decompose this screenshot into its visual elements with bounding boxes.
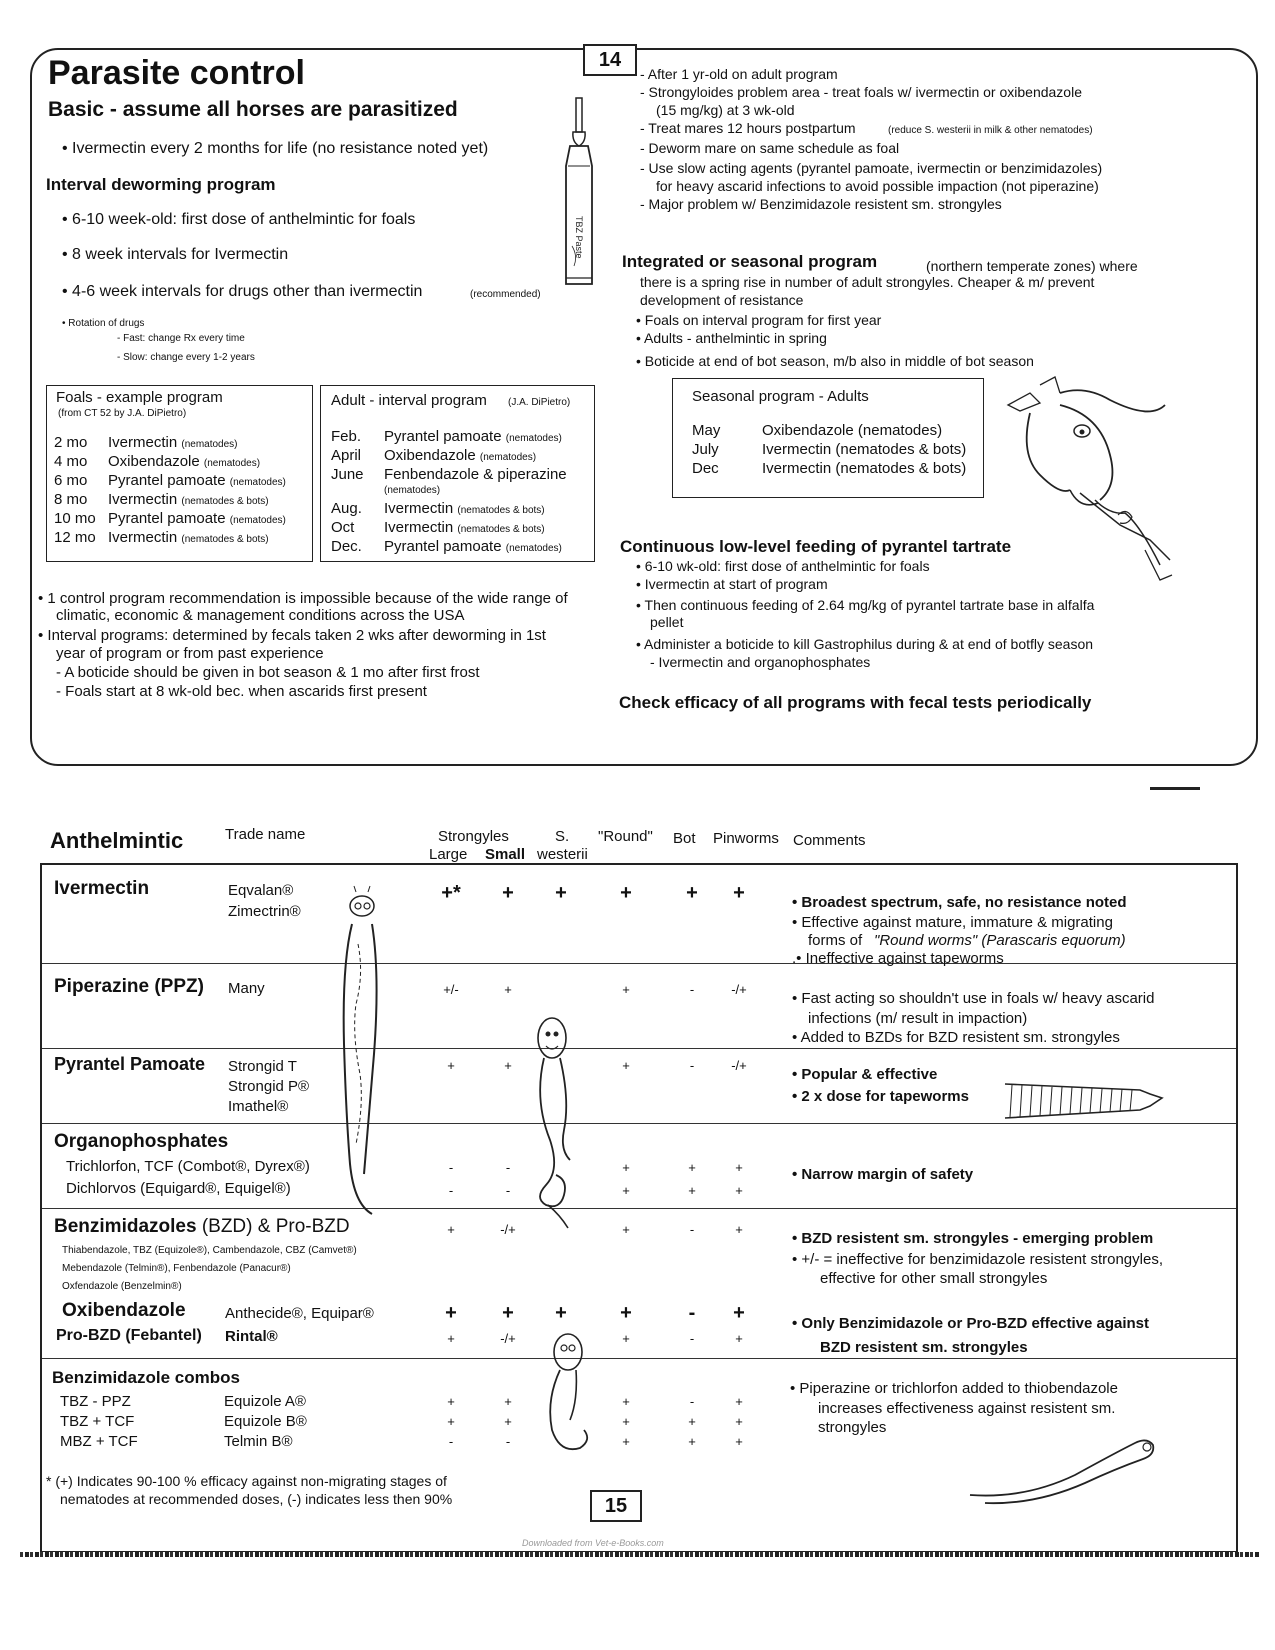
note-line: - Foals start at 8 wk-old bec. when ascarids first present	[56, 683, 427, 700]
comment: .• Ineffective against tapeworms	[792, 950, 1004, 967]
check-efficacy: Check efficacy of all programs with fecal tests periodically	[619, 693, 1092, 712]
foals-age: 4 mo	[54, 453, 88, 470]
efficacy-symbol: +	[735, 1331, 743, 1346]
efficacy-symbol: +	[447, 1394, 455, 1409]
drug-bzd-combos: Benzimidazole combos	[52, 1368, 240, 1387]
foals-age: 10 mo	[54, 510, 96, 527]
bzd-name: Benzimidazoles	[54, 1216, 197, 1237]
right-item: - Use slow acting agents (pyrantel pamoate, ivermectin or benzimidazoles)	[640, 160, 1103, 176]
header-comments: Comments	[793, 832, 866, 849]
continuous-heading: Continuous low-level feeding of pyrantel tartrate	[620, 537, 1012, 556]
efficacy-symbol: -	[689, 1331, 695, 1346]
trade-name: Rintal®	[225, 1328, 278, 1345]
continuous-line: • Ivermectin at start of program	[636, 576, 828, 592]
right-item: - Deworm mare on same schedule as foal	[640, 140, 900, 156]
adult-drug-name: Oxibendazole	[384, 447, 476, 464]
organo-dichlorvos: Dichlorvos (Equigard®, Equigel®)	[66, 1180, 291, 1197]
seasonal-drug: Ivermectin (nematodes & bots)	[762, 441, 967, 458]
efficacy-symbol: +	[504, 1414, 512, 1429]
drug-piperazine: Piperazine (PPZ)	[54, 976, 204, 997]
combo-label: TBZ + TCF	[60, 1413, 135, 1430]
comment: • Only Benzimidazole or Pro-BZD effective against	[792, 1315, 1149, 1332]
comment: infections (m/ result in impaction)	[808, 1010, 1028, 1027]
efficacy-symbol: +	[504, 1058, 512, 1073]
right-item: (15 mg/kg) at 3 wk-old	[656, 102, 795, 118]
bzd-sub: Thiabendazole, TBZ (Equizole®), Cambendazole, CBZ (Camvet®)	[62, 1245, 357, 1256]
interval-item: • 6-10 week-old: first dose of anthelmintic for foals	[62, 211, 416, 228]
comment: • Narrow margin of safety	[792, 1166, 974, 1183]
efficacy-symbol: -/+	[500, 1222, 516, 1237]
foals-age: 2 mo	[54, 434, 88, 451]
drug-pyrantel-pamoate: Pyrantel Pamoate	[54, 1054, 206, 1074]
adult-drug-note: (nematodes)	[384, 485, 441, 496]
adult-drug-name: Ivermectin	[384, 500, 454, 517]
trade-name: Strongid T	[228, 1058, 297, 1075]
note-line: • Interval programs: determined by fecals taken 2 wks after deworming in 1st	[38, 627, 546, 644]
efficacy-symbol: +	[502, 882, 514, 904]
foals-drug-note: (nematodes & bots)	[181, 534, 269, 545]
comment: strongyles	[818, 1419, 887, 1436]
efficacy-symbol: +	[502, 1302, 514, 1324]
efficacy-symbol: +	[735, 1160, 743, 1175]
seasonal-box-title: Seasonal program - Adults	[692, 388, 869, 405]
pinworm-icon	[520, 1010, 590, 1232]
interval-heading: Interval deworming program	[46, 175, 276, 194]
paste-tube-icon	[556, 96, 606, 296]
row-divider	[42, 1208, 1236, 1209]
integrated-line: there is a spring rise in number of adult strongyles. Cheaper & m/ prevent	[640, 274, 1095, 290]
continuous-line: • 6-10 wk-old: first dose of anthelmintic for foals	[636, 558, 930, 574]
comment: effective for other small strongyles	[820, 1270, 1048, 1287]
header-pinworms: Pinworms	[713, 830, 779, 847]
interval-item: • 8 week intervals for Ivermectin	[62, 246, 289, 263]
comment: forms of	[808, 932, 863, 949]
comment: • Added to BZDs for BZD resistent sm. strongyles	[792, 1029, 1120, 1046]
foals-drug-note: (nematodes)	[203, 458, 261, 469]
efficacy-symbol: +	[620, 1302, 632, 1324]
foals-drug-name: Ivermectin	[108, 491, 178, 508]
row-divider	[42, 963, 1236, 964]
comment: • Piperazine or trichlorfon added to thiobendazole	[790, 1380, 1118, 1397]
foals-age: 8 mo	[54, 491, 88, 508]
page-number-15: 15	[590, 1490, 642, 1522]
rotation-fast: - Fast: change Rx every time	[117, 333, 245, 344]
efficacy-symbol: -	[505, 1183, 511, 1198]
efficacy-symbol: -	[505, 1160, 511, 1175]
comment: • Effective against mature, immature & migrating	[792, 914, 1113, 931]
adult-drug	[384, 428, 562, 445]
foals-drug	[108, 434, 238, 451]
adult-drug-name: Pyrantel pamoate	[384, 428, 502, 445]
adult-drug-name: Pyrantel pamoate	[384, 538, 502, 555]
efficacy-symbol: +	[622, 1434, 630, 1449]
foals-drug	[108, 491, 269, 508]
tapeworm-icon	[1000, 1076, 1170, 1126]
trade-name: Strongid P®	[228, 1078, 310, 1095]
long-worm-icon	[965, 1425, 1165, 1505]
adult-drug	[384, 500, 545, 517]
foals-age: 6 mo	[54, 472, 88, 489]
footnote: * (+) Indicates 90-100 % efficacy against non-migrating stages of	[46, 1473, 447, 1489]
trade-name: Many	[228, 980, 265, 997]
efficacy-symbol: +	[688, 1434, 696, 1449]
foals-drug-note: (nematodes & bots)	[181, 496, 269, 507]
foals-box-source: (from CT 52 by J.A. DiPietro)	[58, 408, 187, 419]
watermark: Downloaded from Vet-e-Books.com	[522, 1538, 664, 1548]
note-line: - A boticide should be given in bot season & 1 mo after first frost	[56, 664, 480, 681]
drug-organophosphates: Organophosphates	[54, 1131, 229, 1152]
efficacy-symbol: +	[622, 1414, 630, 1429]
continuous-line: • Administer a boticide to kill Gastrophilus during & at end of botfly season	[636, 636, 1094, 652]
organo-trichlorfon: Trichlorfon, TCF (Combot®, Dyrex®)	[66, 1158, 310, 1175]
adult-month: Oct	[331, 519, 355, 536]
trade-name: Anthecide®, Equipar®	[225, 1305, 374, 1322]
header-anthelmintic: Anthelmintic	[50, 828, 184, 853]
header-round: "Round"	[598, 828, 653, 845]
trade-name: Equizole B®	[224, 1413, 307, 1430]
efficacy-symbol: +	[447, 1414, 455, 1429]
efficacy-symbol: +/-	[443, 982, 459, 997]
bzd-name-rest: (BZD) & Pro-BZD	[201, 1216, 350, 1237]
efficacy-symbol: -	[448, 1183, 454, 1198]
efficacy-symbol: -	[505, 1434, 511, 1449]
header-bot: Bot	[673, 830, 696, 847]
postpartum-note: (reduce S. westerii in milk & other nematodes)	[888, 125, 1093, 136]
efficacy-symbol: -	[448, 1160, 454, 1175]
trade-name: Imathel®	[228, 1098, 289, 1115]
seasonal-month: May	[692, 422, 721, 439]
efficacy-symbol: -	[448, 1434, 454, 1449]
combo-label: MBZ + TCF	[60, 1433, 138, 1450]
drug-benzimidazoles	[54, 1216, 350, 1238]
drug-pro-bzd: Pro-BZD (Febantel)	[56, 1327, 202, 1344]
comment: "Round worms" (Parascaris equorum)	[874, 932, 1126, 949]
comment: • +/- = ineffective for benzimidazole resistent strongyles,	[792, 1251, 1163, 1268]
efficacy-symbol: +	[622, 1058, 630, 1073]
efficacy-symbol: +	[733, 882, 745, 904]
efficacy-symbol: +	[735, 1183, 743, 1198]
adult-drug	[384, 519, 545, 536]
continuous-line: pellet	[650, 614, 684, 630]
efficacy-symbol: +	[447, 1222, 455, 1237]
efficacy-symbol: +	[686, 882, 698, 904]
scan-noise-strip	[20, 1552, 1260, 1557]
right-item: for heavy ascarid infections to avoid possible impaction (not piperazine)	[656, 178, 1099, 194]
seasonal-drug: Ivermectin (nematodes & bots)	[762, 460, 967, 477]
foals-drug-note: (nematodes)	[181, 439, 238, 450]
efficacy-symbol: -	[688, 1302, 696, 1324]
trade-name: Equizole A®	[224, 1393, 306, 1410]
foals-box-title: Foals - example program	[56, 389, 223, 406]
interval-item: • 4-6 week intervals for drugs other than ivermectin	[62, 283, 423, 300]
note-line: year of program or from past experience	[56, 645, 324, 662]
seasonal-month: Dec	[692, 460, 719, 477]
foals-drug	[108, 529, 269, 546]
efficacy-symbol: +	[688, 1160, 696, 1175]
efficacy-symbol: +	[447, 1331, 455, 1346]
integrated-line: development of resistance	[640, 292, 804, 308]
efficacy-symbol: +	[622, 1331, 630, 1346]
header-westerii: westerii	[537, 846, 588, 863]
efficacy-symbol: +	[622, 1183, 630, 1198]
efficacy-symbol: +	[504, 1394, 512, 1409]
efficacy-symbol: +	[622, 982, 630, 997]
efficacy-symbol: +	[445, 1302, 457, 1324]
efficacy-symbol: +	[688, 1414, 696, 1429]
recommended-note: (recommended)	[470, 289, 541, 300]
efficacy-symbol: +*	[441, 882, 461, 904]
trade-name: Eqvalan®	[228, 882, 294, 899]
adult-month: April	[331, 447, 362, 464]
drug-ivermectin: Ivermectin	[54, 878, 150, 899]
foals-drug-name: Pyrantel pamoate	[108, 472, 226, 489]
foals-drug	[108, 453, 260, 470]
right-item: - Major problem w/ Benzimidazole resistent sm. strongyles	[640, 196, 1002, 212]
efficacy-symbol: +	[504, 982, 512, 997]
note-line: • 1 control program recommendation is impossible because of the wide range of	[38, 590, 568, 607]
comment: • Broadest spectrum, safe, no resistance noted	[792, 894, 1127, 911]
efficacy-symbol: +	[555, 1302, 567, 1324]
foals-drug	[108, 510, 286, 527]
comment: BZD resistent sm. strongyles	[820, 1339, 1028, 1356]
efficacy-symbol: +	[688, 1183, 696, 1198]
efficacy-symbol: +	[735, 1414, 743, 1429]
adult-drug-name: Fenbendazole & piperazine	[384, 466, 567, 483]
bzd-sub: Oxfendazole (Benzelmin®)	[62, 1281, 182, 1292]
adult-month: Feb.	[331, 428, 362, 445]
continuous-line: - Ivermectin and organophosphates	[650, 654, 871, 670]
efficacy-symbol: +	[735, 1394, 743, 1409]
foals-drug-name: Ivermectin	[108, 529, 178, 546]
adult-drug-note: (nematodes & bots)	[457, 524, 545, 535]
header-trade-name: Trade name	[225, 826, 306, 843]
comment: increases effectiveness against resistent sm.	[818, 1400, 1116, 1417]
header-small: Small	[485, 846, 526, 863]
foals-drug	[108, 472, 286, 489]
header-large: Large	[429, 846, 468, 863]
comment: • Fast acting so shouldn't use in foals w/ heavy ascarid	[792, 990, 1155, 1007]
adult-drug	[384, 538, 562, 555]
adult-drug-note: (nematodes)	[505, 543, 562, 554]
rotation-heading: • Rotation of drugs	[62, 318, 145, 329]
scan-mark	[1150, 787, 1200, 790]
efficacy-symbol: +	[622, 1222, 630, 1237]
row-divider	[42, 1048, 1236, 1049]
note-line: climatic, economic & management conditions across the USA	[56, 607, 465, 624]
foals-drug-name: Ivermectin	[108, 434, 178, 451]
efficacy-symbol: +	[735, 1434, 743, 1449]
basic-bullet: • Ivermectin every 2 months for life (no resistance noted yet)	[62, 140, 489, 157]
footnote: nematodes at recommended doses, (-) indicates less then 90%	[60, 1491, 453, 1507]
efficacy-symbol: -/+	[500, 1331, 516, 1346]
small-worm-icon	[540, 1330, 600, 1460]
adult-month: Dec.	[331, 538, 362, 555]
page-number-14: 14	[583, 44, 637, 76]
bzd-sub: Mebendazole (Telmin®), Fenbendazole (Panacur®)	[62, 1263, 291, 1274]
efficacy-symbol: -	[689, 1394, 695, 1409]
page-title: Parasite control	[48, 54, 305, 92]
efficacy-symbol: -	[689, 982, 695, 997]
trade-name: Zimectrin®	[228, 903, 301, 920]
horse-head-icon	[1000, 375, 1175, 590]
foals-drug-note: (nematodes)	[229, 515, 286, 526]
seasonal-month: July	[692, 441, 719, 458]
adult-month: Aug.	[331, 500, 362, 517]
header-s: S.	[555, 828, 570, 845]
efficacy-symbol: -	[689, 1222, 695, 1237]
integrated-line: • Adults - anthelmintic in spring	[636, 330, 827, 346]
efficacy-symbol: +	[733, 1302, 745, 1324]
integrated-heading: Integrated or seasonal program	[622, 252, 878, 271]
adult-box-title: Adult - interval program	[331, 392, 487, 409]
foals-drug-name: Oxibendazole	[108, 453, 200, 470]
rotation-slow: - Slow: change every 1-2 years	[117, 352, 255, 363]
efficacy-symbol: +	[447, 1058, 455, 1073]
efficacy-symbol: +	[620, 882, 632, 904]
right-item: - Treat mares 12 hours postpartum	[640, 120, 856, 136]
seasonal-drug: Oxibendazole (nematodes)	[762, 422, 943, 439]
comment: • Popular & effective	[792, 1066, 938, 1083]
efficacy-symbol: -/+	[731, 1058, 747, 1073]
header-strongyles: Strongyles	[438, 828, 509, 845]
comment: • 2 x dose for tapeworms	[792, 1088, 969, 1105]
integrated-line: • Boticide at end of bot season, m/b also in middle of bot season	[636, 353, 1034, 369]
adult-drug-note: (nematodes)	[505, 433, 562, 444]
large-worm-icon	[322, 884, 392, 1224]
right-item: - Strongyloides problem area - treat foals w/ ivermectin or oxibendazole	[640, 84, 1082, 100]
right-item: - After 1 yr-old on adult program	[640, 66, 838, 82]
continuous-line: • Then continuous feeding of 2.64 mg/kg of pyrantel tartrate base in alfalfa	[636, 597, 1095, 613]
tube-label: TBZ Paste	[574, 216, 584, 259]
drug-oxibendazole: Oxibendazole	[62, 1300, 186, 1321]
efficacy-symbol: +	[622, 1160, 630, 1175]
efficacy-symbol: +	[555, 882, 567, 904]
adult-drug-note: (nematodes & bots)	[457, 505, 545, 516]
comment: • BZD resistent sm. strongyles - emerging problem	[792, 1230, 1154, 1247]
subtitle: Basic - assume all horses are parasitized	[48, 98, 458, 121]
adult-drug-name: Ivermectin	[384, 519, 454, 536]
integrated-line: • Foals on interval program for first year	[636, 312, 882, 328]
adult-month: June	[331, 466, 364, 483]
efficacy-symbol: +	[622, 1394, 630, 1409]
efficacy-symbol: -	[689, 1058, 695, 1073]
adult-box-source: (J.A. DiPietro)	[508, 397, 571, 408]
foals-age: 12 mo	[54, 529, 96, 546]
adult-drug	[384, 447, 536, 464]
integrated-note: (northern temperate zones) where	[926, 258, 1138, 274]
foals-drug-name: Pyrantel pamoate	[108, 510, 226, 527]
trade-name: Telmin B®	[224, 1433, 293, 1450]
efficacy-symbol: -/+	[731, 982, 747, 997]
foals-drug-note: (nematodes)	[229, 477, 286, 488]
row-divider	[42, 1358, 1236, 1359]
efficacy-symbol: +	[735, 1222, 743, 1237]
adult-drug-note: (nematodes)	[479, 452, 537, 463]
combo-label: TBZ - PPZ	[60, 1393, 131, 1410]
